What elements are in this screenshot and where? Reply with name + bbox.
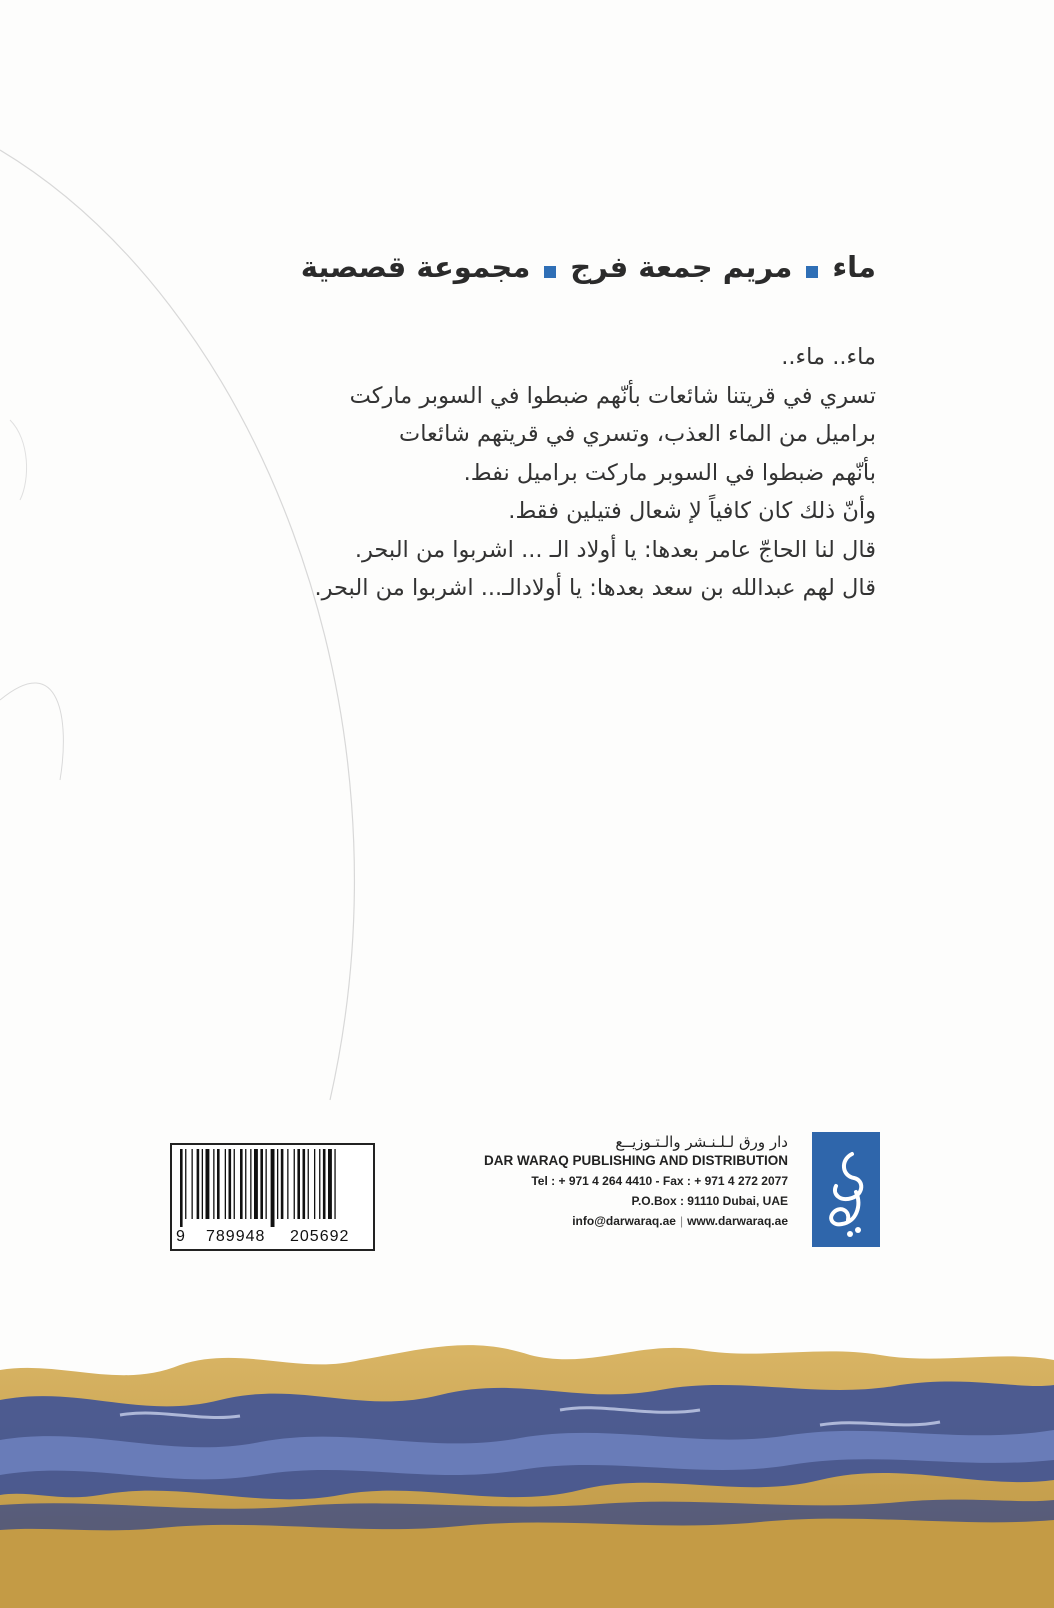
contact-separator: | xyxy=(679,1214,684,1228)
barcode-bar xyxy=(229,1149,232,1219)
barcode-bar xyxy=(328,1149,332,1219)
barcode-bar xyxy=(334,1149,335,1219)
barcode-bar xyxy=(323,1149,326,1219)
barcode-bar xyxy=(287,1149,288,1219)
blurb-line: قال لنا الحاجّ عامر بعدها: يا أولاد الـ ... اشربوا من البحر. xyxy=(354,536,876,563)
barcode-bar xyxy=(240,1149,243,1219)
title-separator-square xyxy=(806,266,818,278)
barcode-bar xyxy=(319,1149,320,1219)
blurb-line: تسري في قريتنا شائعات بأنّهم ضبطوا في السوبر ماركت xyxy=(349,382,876,409)
book-title: ماء xyxy=(832,250,876,284)
waraq-calligraphy-logo-icon xyxy=(812,1132,880,1247)
barcode-bar xyxy=(314,1149,315,1219)
book-title-line xyxy=(301,250,876,284)
publisher-pobox: P.O.Box : 91110 Dubai, UAE xyxy=(631,1194,788,1208)
author-name: مريم جمعة فرج xyxy=(570,250,793,284)
publisher-phone-fax: Tel : + 971 4 264 4410 - Fax : + 971 4 272 2077 xyxy=(531,1174,788,1188)
barcode-bar xyxy=(213,1149,214,1219)
barcode-bar xyxy=(266,1149,267,1219)
isbn-barcode xyxy=(170,1143,375,1251)
barcode-bar xyxy=(180,1149,183,1227)
publisher-info xyxy=(428,1133,788,1231)
publisher-email[interactable]: info@darwaraq.ae xyxy=(572,1214,676,1228)
barcode-group-left: 789948 xyxy=(206,1228,266,1245)
barcode-bar xyxy=(202,1149,203,1219)
barcode-bar xyxy=(197,1149,200,1219)
barcode-bar xyxy=(294,1149,295,1219)
back-cover-blurb xyxy=(176,338,876,608)
barcode-bar xyxy=(185,1149,186,1219)
publisher-name-english: DAR WARAQ PUBLISHING AND DISTRIBUTION xyxy=(484,1153,788,1168)
book-genre: مجموعة قصصية xyxy=(300,250,531,284)
barcode-bar xyxy=(281,1149,284,1219)
ink-wave-illustration xyxy=(0,1330,1054,1608)
barcode-bar xyxy=(308,1149,309,1219)
blurb-line: قال لهم عبدالله بن سعد بعدها: يا أولادالـ... اشربوا من البحر. xyxy=(314,575,876,601)
blurb-line: ماء.. ماء.. xyxy=(781,344,876,370)
barcode-bar xyxy=(225,1149,226,1219)
title-separator-square xyxy=(544,266,556,278)
barcode-bar xyxy=(271,1149,275,1227)
barcode-bar xyxy=(260,1149,263,1219)
blurb-line: وأنّ ذلك كان كافياً لإ شعال فتيلين فقط. xyxy=(508,498,876,524)
barcode-first-digit: 9 xyxy=(176,1228,186,1245)
barcode-bar xyxy=(297,1149,300,1219)
barcode-group-right: 205692 xyxy=(290,1228,350,1245)
publisher-website[interactable]: www.darwaraq.ae xyxy=(687,1214,788,1228)
barcode-bars xyxy=(178,1149,368,1227)
barcode-bar xyxy=(250,1149,251,1219)
barcode-bar xyxy=(245,1149,246,1219)
barcode-bar xyxy=(217,1149,220,1219)
barcode-bar xyxy=(192,1149,193,1219)
publisher-logo xyxy=(812,1132,880,1247)
barcode-bar xyxy=(206,1149,210,1219)
barcode-bar xyxy=(234,1149,235,1219)
barcode-bar xyxy=(277,1149,278,1219)
barcode-bar xyxy=(254,1149,258,1219)
blurb-line: بأنّهم ضبطوا في السوبر ماركت براميل نفط. xyxy=(463,459,876,486)
publisher-name-arabic: دار ورق لـلـنـشر والـتـوزيــع xyxy=(615,1133,788,1151)
barcode-bar xyxy=(303,1149,306,1219)
publisher-contacts xyxy=(428,1211,788,1231)
blurb-line: براميل من الماء العذب، وتسري في قريتهم شائعات xyxy=(399,421,876,447)
